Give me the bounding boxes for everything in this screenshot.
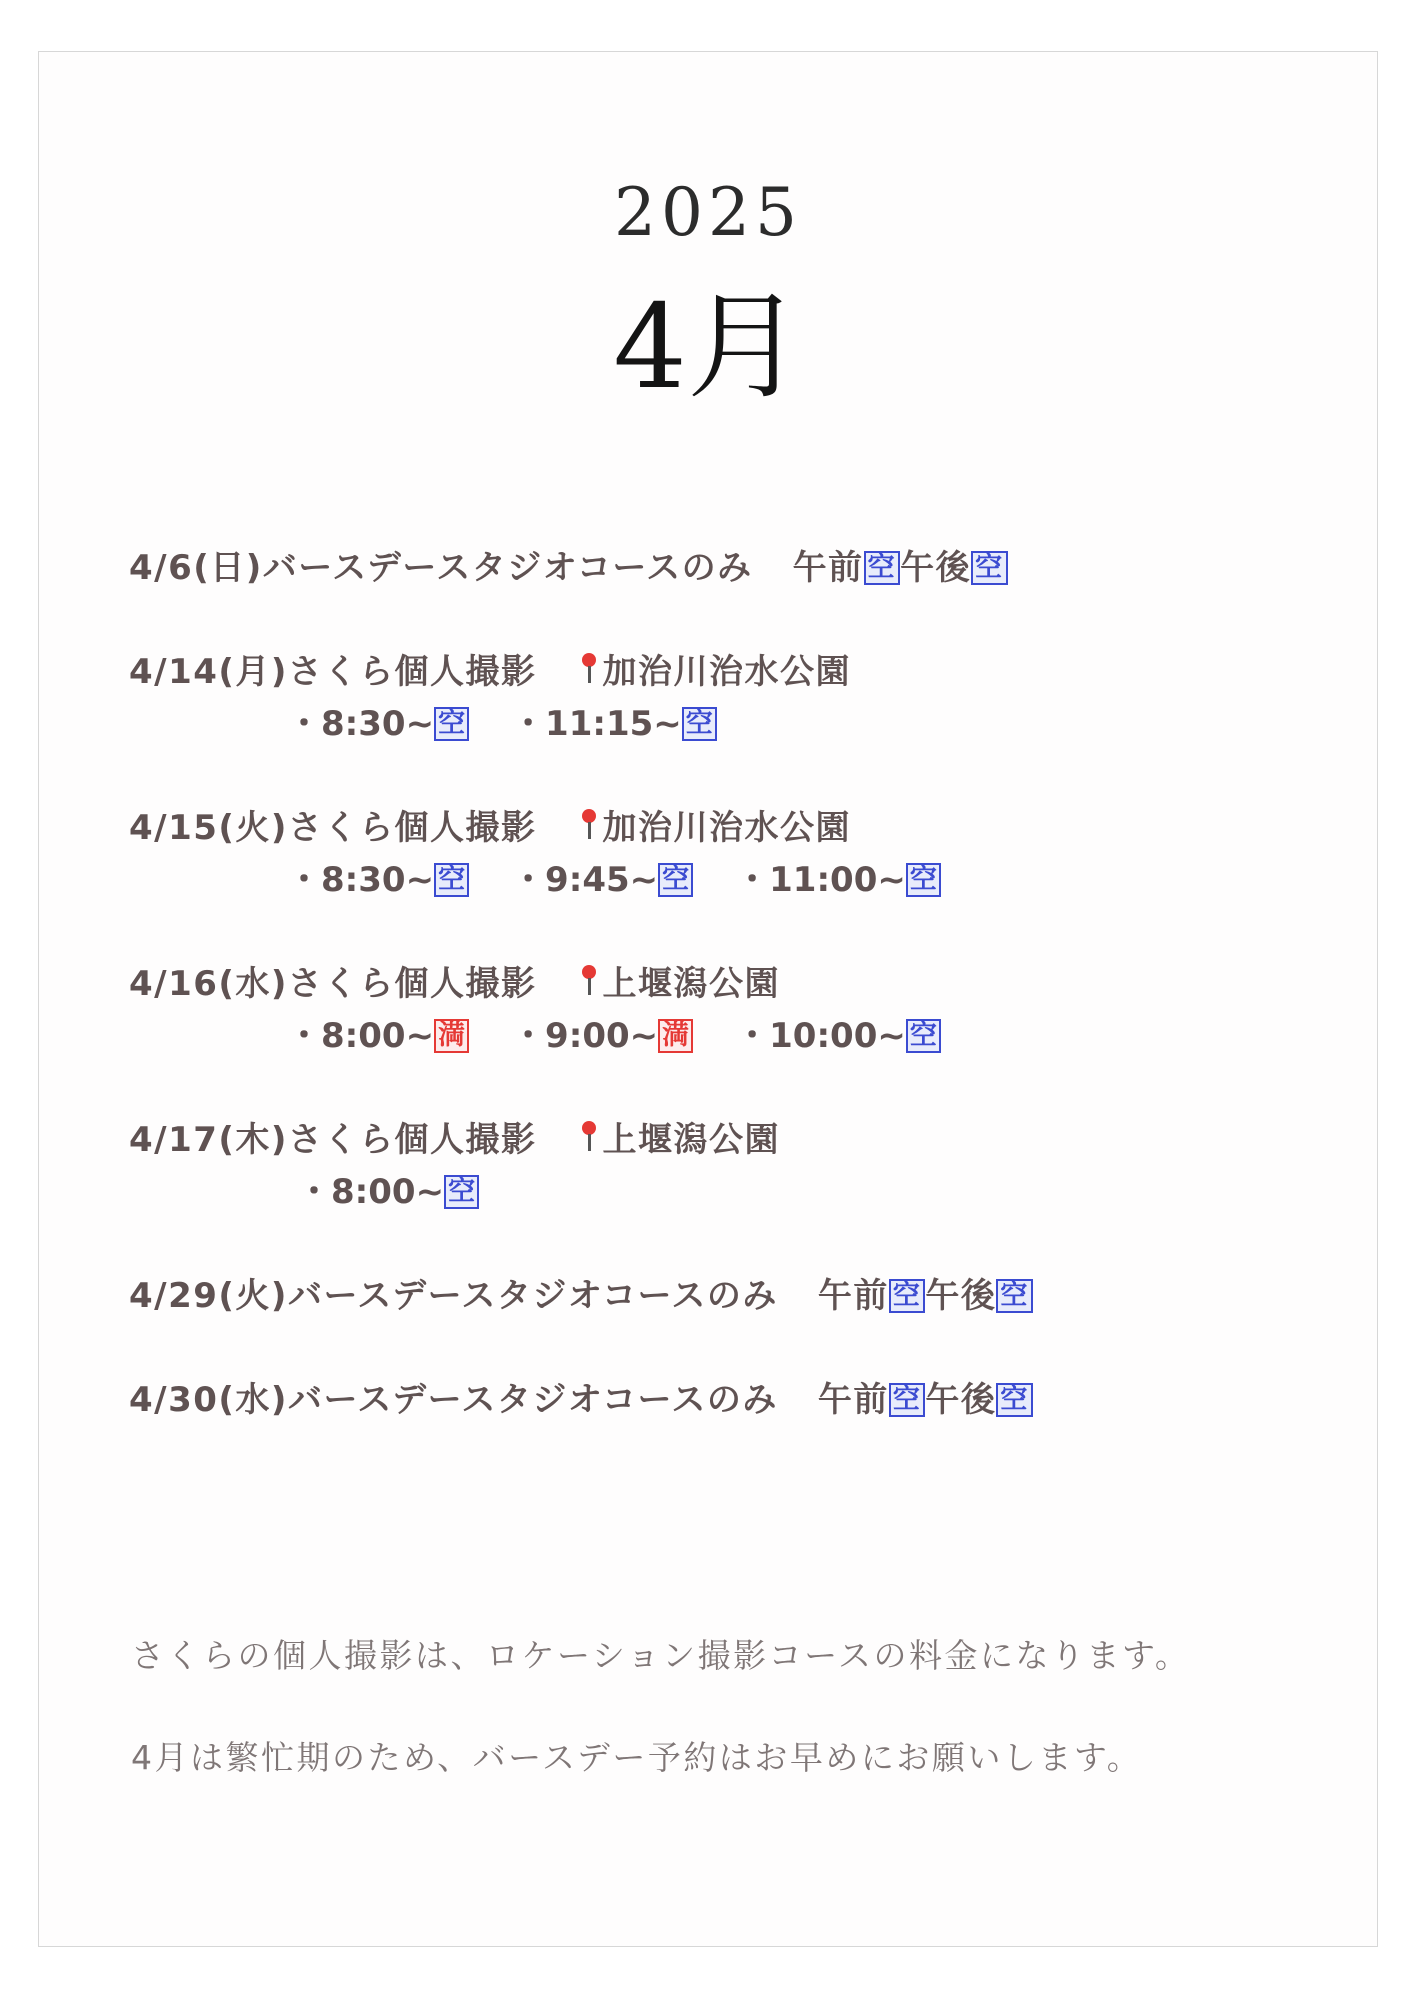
pm-label: 午後 — [925, 1380, 997, 1420]
status-badge: 空 — [444, 1175, 479, 1209]
schedule-entry — [129, 802, 1329, 906]
slot-time: ・11:15~ — [511, 704, 682, 744]
pm-label: 午後 — [900, 548, 972, 588]
schedule-entry — [129, 542, 1329, 594]
slot-time: ・9:00~ — [511, 1016, 659, 1056]
entry-title: 4/29(火)バースデースタジオコースのみ — [129, 1276, 778, 1316]
slot-time: ・10:00~ — [735, 1016, 906, 1056]
am-label: 午前 — [817, 1380, 889, 1420]
time-slot — [511, 1010, 693, 1062]
time-slot — [511, 698, 717, 750]
status-badge: 空 — [658, 863, 693, 897]
slot-time: ・8:30~ — [287, 860, 435, 900]
location-pin-icon — [576, 963, 600, 999]
slot-time: ・8:00~ — [297, 1172, 445, 1212]
status-badge: 空 — [996, 1383, 1033, 1417]
entry-headline — [129, 958, 1329, 1010]
schedule-entry — [129, 646, 1329, 750]
status-badge: 空 — [864, 551, 901, 585]
time-slot — [297, 1166, 479, 1218]
time-slot — [735, 1010, 941, 1062]
entry-title: 4/16(水)さくら個人撮影 — [129, 964, 537, 1004]
schedule-entry — [129, 1270, 1329, 1322]
location-pin-icon — [576, 651, 600, 687]
time-slots — [129, 698, 1329, 750]
status-badge: 空 — [971, 551, 1008, 585]
time-slots — [129, 854, 1329, 906]
status-badge: 空 — [682, 707, 717, 741]
time-slot — [287, 698, 469, 750]
slot-time: ・8:30~ — [287, 704, 435, 744]
page-frame — [38, 51, 1378, 1947]
location-pin-icon — [576, 1119, 600, 1155]
location-name: 加治川治水公園 — [602, 652, 851, 692]
time-slot — [511, 854, 693, 906]
entry-title: 4/17(木)さくら個人撮影 — [129, 1120, 537, 1160]
entry-title: 4/14(月)さくら個人撮影 — [129, 652, 537, 692]
status-badge: 空 — [434, 863, 469, 897]
entry-headline — [129, 1114, 1329, 1166]
schedule-entry — [129, 958, 1329, 1062]
status-badge: 空 — [434, 707, 469, 741]
status-badge: 空 — [906, 1019, 941, 1053]
time-slot — [287, 1010, 469, 1062]
am-label: 午前 — [817, 1276, 889, 1316]
time-slot — [735, 854, 941, 906]
entry-headline — [129, 646, 1329, 698]
slot-time: ・9:45~ — [511, 860, 659, 900]
location-name: 加治川治水公園 — [602, 808, 851, 848]
status-badge: 空 — [906, 863, 941, 897]
location-pin-icon — [576, 807, 600, 843]
slot-time: ・11:00~ — [735, 860, 906, 900]
time-slots — [129, 1010, 1329, 1062]
booking-note: 4月は繁忙期のため、バースデー予約はお早めにお願いします。 — [131, 1738, 1143, 1777]
time-slot — [287, 854, 469, 906]
time-slots — [129, 1166, 1329, 1218]
slot-time: ・8:00~ — [287, 1016, 435, 1056]
location-name: 上堰潟公園 — [602, 1120, 780, 1160]
entry-title: 4/15(火)さくら個人撮影 — [129, 808, 537, 848]
entry-headline — [129, 1270, 1329, 1322]
entry-title: 4/6(日)バースデースタジオコースのみ — [129, 548, 753, 588]
schedule-entry — [129, 1114, 1329, 1218]
year-title: 2025 — [614, 174, 802, 251]
month-title: 4月 — [613, 280, 803, 415]
entry-title: 4/30(水)バースデースタジオコースのみ — [129, 1380, 778, 1420]
status-badge: 空 — [889, 1279, 926, 1313]
schedule-entry — [129, 1374, 1329, 1426]
location-name: 上堰潟公園 — [602, 964, 780, 1004]
status-badge: 空 — [996, 1279, 1033, 1313]
pm-label: 午後 — [925, 1276, 997, 1316]
pricing-note: さくらの個人撮影は、ロケーション撮影コースの料金になります。 — [131, 1636, 1191, 1675]
status-badge: 満 — [434, 1019, 469, 1053]
entry-headline — [129, 542, 1329, 594]
am-label: 午前 — [792, 548, 864, 588]
status-badge: 空 — [889, 1383, 926, 1417]
status-badge: 満 — [658, 1019, 693, 1053]
entry-headline — [129, 802, 1329, 854]
entry-headline — [129, 1374, 1329, 1426]
schedule-list — [129, 542, 1329, 1478]
